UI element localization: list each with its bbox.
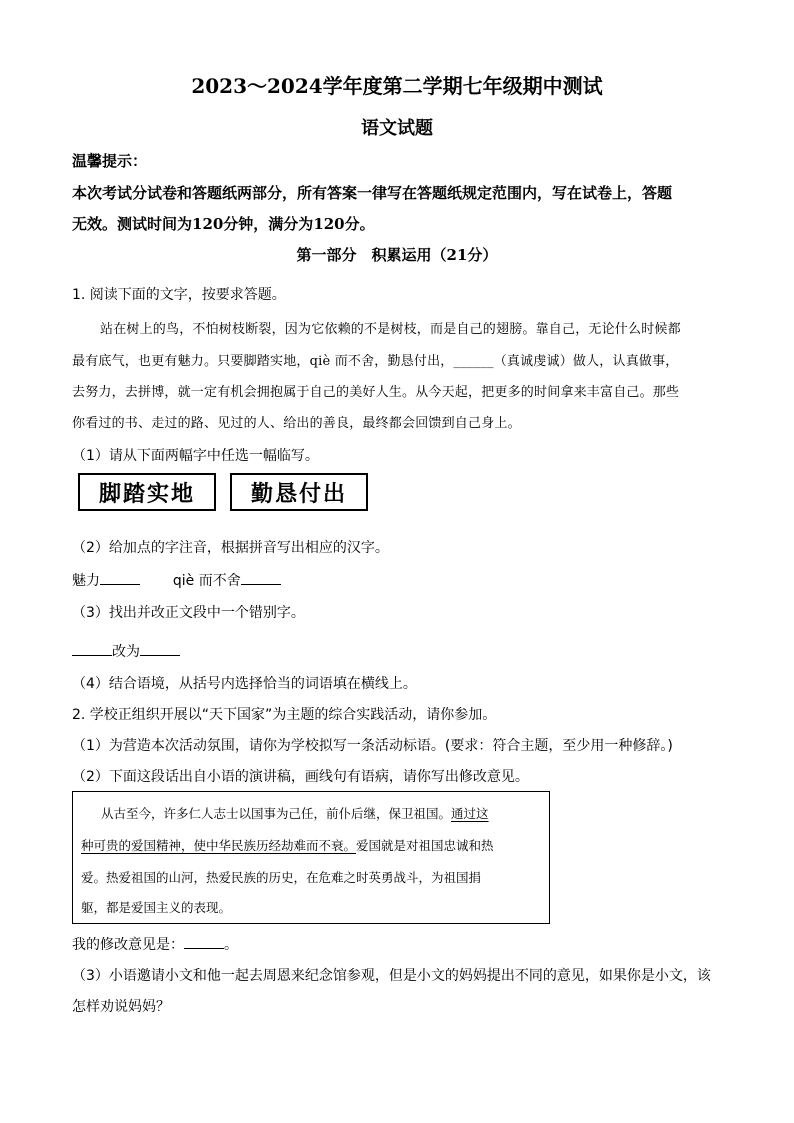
sub2-item-a: 魅力	[72, 573, 100, 589]
q1-sub2-blanks	[72, 570, 732, 590]
q2-sub2: （2）下面这段话出自小语的演讲稿，画线句有语病，请你写出修改意见。	[72, 769, 529, 785]
q1-stem: 1. 阅读下面的文字，按要求答题。	[72, 287, 286, 303]
answer-suffix: 。	[224, 937, 238, 953]
quote-line-2	[81, 836, 494, 854]
sub2-item-b: qiè 而不舍	[172, 573, 241, 589]
notice-line-2: 无效。测试时间为120分钟，满分为120分。	[72, 215, 375, 233]
answer-blank[interactable]	[241, 570, 281, 585]
quote-line-2-plain: 爱国就是对祖国忠诚和热	[356, 838, 494, 853]
page-subtitle: 语文试题	[361, 118, 433, 139]
sub3-mid: 改为	[112, 644, 140, 660]
q2-sub3-line-1: （3）小语邀请小文和他一起去周恩来纪念馆参观，但是小文的妈妈提出不同的意见，如果你是小文，该	[72, 968, 711, 984]
quote-line-1-underlined: 通过这	[451, 806, 489, 821]
answer-blank[interactable]	[100, 570, 140, 585]
q1-passage-line-1: 站在树上的鸟，不怕树枝断裂，因为它依赖的不是树枝，而是自己的翅膀。靠自己，无论什么时候都	[100, 322, 681, 337]
answer-blank[interactable]	[184, 934, 224, 949]
quote-line-2-underlined: 种可贵的爱国精神，使中华民族历经劫难而不衰。	[81, 838, 357, 853]
quote-line-1	[101, 804, 489, 822]
page-title: 2023～2024学年度第二学期七年级期中测试	[191, 74, 603, 98]
q1-sub3: （3）找出并改正文段中一个错别字。	[72, 605, 305, 621]
calligraphy-sample-2: 勤恳付出	[230, 473, 368, 511]
part-one-title: 第一部分 积累运用（21分）	[296, 246, 498, 264]
answer-prefix: 我的修改意见是：	[72, 937, 184, 953]
quote-line-1-plain: 从古至今，许多仁人志士以国事为己任，前仆后继，保卫祖国。	[101, 806, 452, 821]
q1-passage-line-2: 最有底气，也更有魅力。只要脚踏实地，qiè 而不舍，勤恳付出，______（真诚虔诚）做人，认真做事，	[72, 354, 679, 369]
q1-sub3-blanks	[72, 641, 732, 661]
notice-heading: 温馨提示：	[72, 152, 148, 170]
q1-sub1: （1）请从下面两幅字中任选一幅临写。	[72, 448, 319, 464]
speech-excerpt-box	[72, 791, 550, 924]
notice-line-1: 本次考试分试卷和答题纸两部分，所有答案一律写在答题纸规定范围内，写在试卷上，答题	[72, 184, 673, 202]
q2-answer-line	[72, 934, 732, 954]
q1-sub2: （2）给加点的字注音，根据拼音写出相应的汉字。	[72, 540, 389, 556]
answer-blank[interactable]	[140, 641, 180, 656]
quote-line-3: 爱。热爱祖国的山河，热爱民族的历史，在危难之时英勇战斗，为祖国捐	[81, 870, 482, 885]
q2-sub1: （1）为营造本次活动氛围，请你为学校拟写一条活动标语。(要求：符合主题，至少用一种修辞。)	[72, 738, 673, 754]
q1-sub4: （4）结合语境，从括号内选择恰当的词语填在横线上。	[72, 676, 417, 692]
q1-passage-line-4: 你看过的书、走过的路、见过的人、给出的善良，最终都会回馈到自己身上。	[72, 416, 521, 431]
q2-sub3-line-2: 怎样劝说妈妈？	[72, 999, 170, 1015]
q1-passage-line-3: 去努力，去拼博，就一定有机会拥抱属于自己的美好人生。从今天起，把更多的时间拿来丰富自己。那些	[72, 385, 680, 400]
q2-stem: 2. 学校正组织开展以“天下国家”为主题的综合实践活动，请你参加。	[72, 707, 497, 723]
quote-line-4: 躯，都是爱国主义的表现。	[81, 900, 232, 915]
calligraphy-sample-1: 脚踏实地	[78, 473, 216, 511]
answer-blank[interactable]	[72, 641, 112, 656]
